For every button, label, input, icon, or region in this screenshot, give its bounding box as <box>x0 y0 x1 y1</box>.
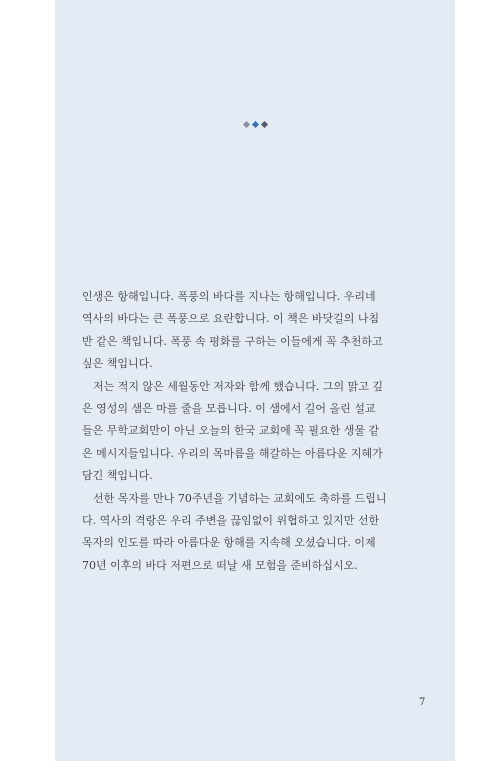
text-line: 저는 적지 않은 세월동안 저자와 함께 했습니다. 그의 맑고 깊 <box>93 379 383 393</box>
paragraph-2 <box>82 376 434 488</box>
diamond-ornament-2 <box>251 121 258 128</box>
text-line: 역사의 바다는 큰 폭풍으로 요란합니다. 이 책은 바닷길의 나침 <box>82 312 380 326</box>
text-line: 목자의 인도를 따라 아름다운 항해를 지속해 오셨습니다. 이제 <box>82 536 376 550</box>
text-line: 70년 이후의 바다 저편으로 떠날 새 모험을 준비하십시오. <box>82 558 358 572</box>
text-line: 싶은 책입니다. <box>82 357 153 371</box>
paragraph-1 <box>82 286 434 376</box>
text-line: 담긴 책입니다. <box>82 469 153 483</box>
text-line: 다. 역사의 격랑은 우리 주변을 끊임없이 위협하고 있지만 선한 <box>82 514 380 528</box>
paragraph-3 <box>82 488 434 578</box>
text-line: 들은 무학교회만이 아닌 오늘의 한국 교회에 꼭 필요한 생물 같 <box>82 424 380 438</box>
text-line: 반 같은 책입니다. 폭풍 속 평화를 구하는 이들에게 꼭 추천하고 <box>82 334 383 348</box>
text-line: 은 영성의 샘은 마를 줄을 모릅니다. 이 샘에서 길어 올린 설교 <box>82 402 376 416</box>
diamond-ornament-3 <box>260 121 267 128</box>
body-text <box>82 286 434 577</box>
page-number: 7 <box>419 697 426 708</box>
text-line: 선한 목자를 만나 70주년을 기념하는 교회에도 축하를 드립니 <box>93 491 387 505</box>
text-line: 은 메시지들입니다. 우리의 목마름을 해갈하는 아름다운 지혜가 <box>82 446 383 460</box>
diamond-ornament-1 <box>242 121 249 128</box>
ornament-divider <box>55 122 455 127</box>
book-page <box>55 0 455 761</box>
text-line: 인생은 항해입니다. 폭풍의 바다를 지나는 항해입니다. 우리네 <box>82 290 376 303</box>
